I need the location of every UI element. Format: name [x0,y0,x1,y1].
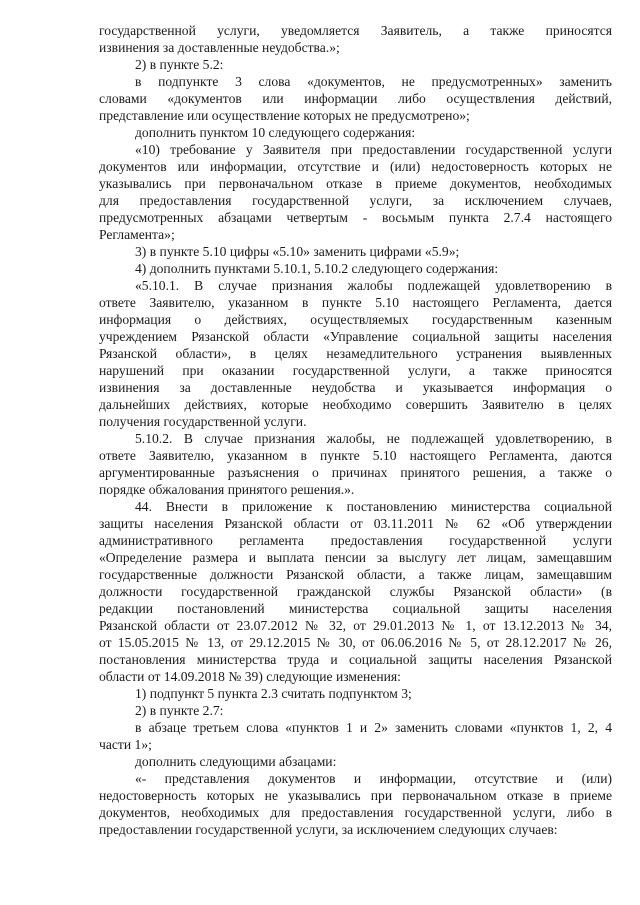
text-line: от 15.05.2015 № 13, от 29.12.2015 № 30, от 06.06.2016 № 5, от 28.12.2017 № 26, [99,635,612,650]
document-paragraph [99,770,612,838]
text-line: должности государственной гражданской службы Рязанской области» (в [99,584,612,599]
text-line: 4) дополнить пунктами 5.10.1, 5.10.2 следующего содержания: [135,261,499,276]
document-paragraph [99,753,612,770]
text-line: для предоставления государственной услуги, за исключением случаев, [99,193,612,208]
text-line: ответе Заявителю, указанном в пункте 5.10 настоящего Регламента, дается [99,295,612,310]
text-line: дальнейших действиях, которые необходимо совершить Заявителю в целях [99,397,612,412]
text-line: представление или осуществление которых не предусмотрено»; [99,108,470,123]
text-line: ответе Заявителю, указанном в пункте 5.10 настоящего Регламента, даются [99,448,612,463]
document-paragraph [99,719,612,753]
text-line: извинения за доставленные неудобства.»; [99,40,340,55]
text-line: Рязанской области», в целях незамедлительного устранения выявленных [99,346,612,361]
text-line: в абзаце третьем слова «пунктов 1 и 2» заменить словами «пунктов 1, 2, 4 [135,720,612,735]
text-line: Регламента»; [99,227,175,242]
text-line: «5.10.1. В случае признания жалобы подлежащей удовлетворению в [135,278,612,293]
text-line: государственные должности Рязанской области, а также лицам, замещавшим [99,567,612,582]
text-line: 2) в пункте 2.7: [135,703,224,718]
text-line: нарушений при оказании государственной услуги, а также приносятся [99,363,612,378]
text-line: документов, необходимых для предоставления государственной услуги, либо в [99,805,612,820]
document-paragraph [99,277,612,430]
text-line: 44. Внести в приложение к постановлению министерства социальной [135,499,612,514]
document-paragraph [99,430,612,498]
text-line: недостоверность которых не указывались при первоначальном отказе в приеме [99,788,612,803]
text-line: 2) в пункте 5.2: [135,57,224,72]
text-line: указывались при первоначальном отказе в приеме документов, необходимых [99,176,612,191]
text-line: Рязанской области от 23.07.2012 № 32, от 29.01.2013 № 1, от 13.12.2013 № 34, [99,618,612,633]
text-line: защиты населения Рязанской области от 03.11.2011 № 62 «Об утверждении [99,516,612,531]
document-paragraph [99,498,612,685]
document-paragraph [99,124,612,141]
text-line: области от 14.09.2018 № 39) следующие изменения: [99,669,401,684]
text-line: информация о действиях, осуществляемых государственным казенным [99,312,612,327]
text-line: дополнить следующими абзацами: [135,754,337,769]
text-line: государственной услуги, уведомляется Заявитель, а также приносятся [99,23,612,38]
text-line: 3) в пункте 5.10 цифры «5.10» заменить цифрами «5.9»; [135,244,460,259]
text-line: получения государственной услуги. [99,414,307,429]
document-paragraph [99,243,612,260]
document-paragraph [99,141,612,243]
text-line: 1) подпункт 5 пункта 2.3 считать подпунктом 3; [135,686,412,701]
document-paragraph [99,702,612,719]
text-line: постановления министерства труда и социальной защиты населения Рязанской [99,652,612,667]
text-line: в подпункте 3 слова «документов, не предусмотренных» заменить [135,74,612,89]
text-line: документов или информации, отсутствие и (или) недостоверность которых не [99,159,612,174]
text-line: редакции постановлений министерства социальной защиты населения [99,601,612,616]
text-line: административного регламента предоставления государственной услуги [99,533,612,548]
text-line: «- представления документов и информации, отсутствие и (или) [135,771,612,786]
document-paragraph [99,22,612,56]
document-paragraph [99,56,612,73]
text-line: словами «документов или информации либо осуществления действий, [99,91,612,106]
text-line: части 1»; [99,737,152,752]
text-line: порядке обжалования принятого решения.». [99,482,355,497]
text-line: дополнить пунктом 10 следующего содержания: [135,125,416,140]
document-paragraph [99,73,612,124]
text-line: учреждением Рязанской области «Управление социальной защиты населения [99,329,612,344]
text-line: извинения за доставленные неудобства и указывается информация о [99,380,612,395]
text-line: предусмотренных абзацами четвертым - восьмым пункта 2.7.4 настоящего [99,210,612,225]
text-line: «10) требование у Заявителя при предоставлении государственной услуги [135,142,612,157]
document-paragraph [99,260,612,277]
text-line: предоставлении государственной услуги, за исключением следующих случаев: [99,822,558,837]
text-line: «Определение размера и выплата пенсии за выслугу лет лицам, замещавшим [99,550,612,565]
document-paragraph [99,685,612,702]
text-line: 5.10.2. В случае признания жалобы, не подлежащей удовлетворению, в [135,431,612,446]
text-line: аргументированные разъяснения о причинах принятого решения, а также о [99,465,612,480]
